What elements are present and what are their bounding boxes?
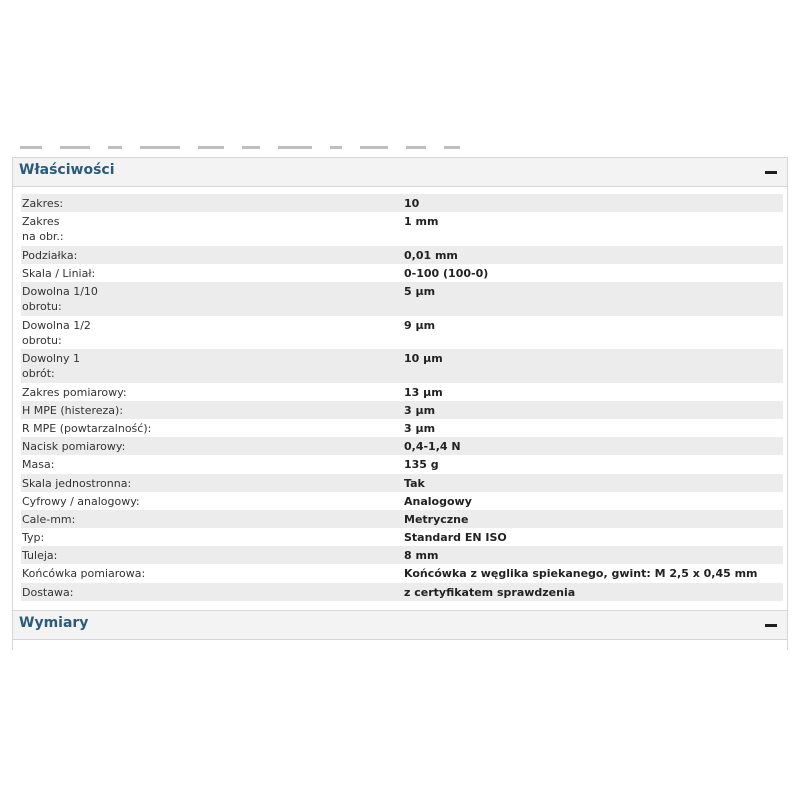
minus-icon[interactable] (765, 171, 777, 174)
row-value: 10 µm (404, 352, 443, 366)
row-value: Końcówka z węglika spiekanego, gwint: M 2,5 x 0,45 mm (404, 567, 758, 581)
properties-table (21, 194, 783, 601)
row-value: 0,01 mm (404, 248, 458, 262)
table-row (21, 264, 783, 282)
row-label: Masa: (22, 458, 55, 472)
row-value: 3 µm (404, 421, 436, 435)
dimensions-header[interactable] (13, 610, 787, 640)
row-label: Podziałka: (22, 248, 78, 262)
row-value: Analogowy (404, 494, 472, 508)
row-label: Zakres pomiarowy: (22, 385, 127, 399)
row-value: 1 mm (404, 215, 439, 229)
minus-icon[interactable] (765, 624, 777, 627)
dimensions-title: Wymiary (19, 615, 89, 631)
table-row (21, 546, 783, 564)
table-row (21, 212, 783, 246)
properties-title: Właściwości (19, 162, 115, 178)
row-value: 0-100 (100-0) (404, 266, 489, 280)
row-value: 13 µm (404, 385, 443, 399)
row-label: Dowolna 1/10 obrotu: (22, 285, 98, 314)
row-label: Końcówka pomiarowa: (22, 567, 146, 581)
row-value: 8 mm (404, 549, 439, 563)
table-row (21, 246, 783, 264)
table-row (21, 383, 783, 401)
table-row (21, 455, 783, 473)
row-value: Tak (404, 476, 425, 490)
row-label: Skala jednostronna: (22, 476, 132, 490)
row-label: Nacisk pomiarowy: (22, 440, 126, 454)
row-value: z certyfikatem sprawdzenia (404, 585, 576, 599)
row-value: 9 µm (404, 318, 436, 332)
row-label: Zakres: (22, 197, 64, 210)
row-label: H MPE (histereza): (22, 403, 124, 417)
row-label: Dostawa: (22, 585, 74, 599)
row-label: R MPE (powtarzalność): (22, 421, 152, 435)
table-row (21, 194, 783, 212)
row-label: Skala / Liniał: (22, 266, 96, 280)
row-value: Standard EN ISO (404, 531, 507, 545)
properties-header[interactable] (13, 157, 787, 187)
row-value: 3 µm (404, 403, 436, 417)
row-value: 0,4-1,4 N (404, 440, 461, 454)
row-label: Dowolny 1 obrót: (22, 352, 80, 381)
row-label: Zakres na obr.: (22, 215, 64, 244)
table-row (21, 583, 783, 601)
row-value: 5 µm (404, 285, 436, 299)
table-row (21, 564, 783, 582)
dimensions-panel (12, 610, 788, 650)
row-label: Typ: (22, 531, 45, 545)
table-row (21, 316, 783, 350)
clipped-text-remnant (20, 146, 510, 150)
row-value: Metryczne (404, 512, 469, 526)
row-label: Cale-mm: (22, 512, 76, 526)
table-row (21, 492, 783, 510)
table-row (21, 401, 783, 419)
properties-panel (12, 157, 788, 610)
table-row (21, 282, 783, 316)
table-row (21, 349, 783, 383)
table-row (21, 474, 783, 492)
table-row (21, 510, 783, 528)
table-row (21, 419, 783, 437)
table-row (21, 437, 783, 455)
table-row (21, 528, 783, 546)
row-label: Dowolna 1/2 obrotu: (22, 318, 91, 347)
row-label: Tuleja: (22, 549, 58, 563)
row-value: 10 (404, 197, 420, 210)
row-label: Cyfrowy / analogowy: (22, 494, 140, 508)
row-value: 135 g (404, 458, 439, 472)
